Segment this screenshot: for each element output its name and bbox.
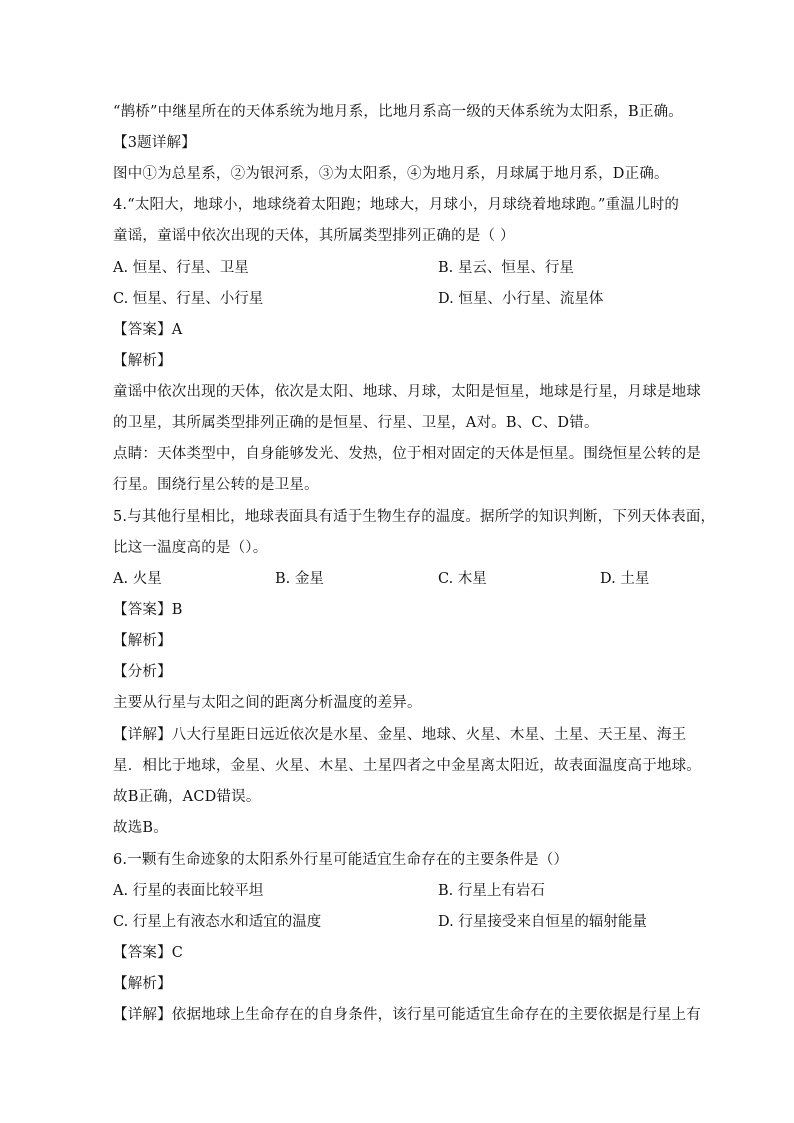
analysis-label: 【解析】 (113, 976, 172, 992)
text-line: 【详解】依据地球上生命存在的自身条件，该行星可能适宜生命存在的主要依据是行星上有 (113, 1007, 701, 1023)
q4-option-a: A. 恒星、行星、卫星 (113, 260, 249, 276)
text-line: 童谣中依次出现的天体，依次是太阳、地球、月球，太阳是恒星，地球是行星，月球是地球 (113, 384, 701, 400)
text-line: 图中①为总星系，②为银河系，③为太阳系，④为地月系，月球属于地月系，D正确。 (113, 166, 669, 182)
q5-option-b: B. 金星 (275, 571, 324, 587)
q5-option-a: A. 火星 (113, 571, 162, 587)
q4-option-c: C. 恒星、行星、小行星 (113, 291, 264, 307)
analysis-label: 【解析】 (113, 353, 172, 369)
text-line: 点睛：天体类型中，自身能够发光、发热，位于相对固定的天体是恒星。围绕恒星公转的是 (113, 446, 701, 462)
analysis-label: 【解析】 (113, 633, 172, 649)
answer-label: 【答案】B (113, 602, 183, 618)
text-line: 故选B。 (113, 820, 168, 836)
answer-label: 【答案】C (113, 945, 184, 961)
answer-label: 【答案】A (113, 322, 183, 338)
question-4-stem: 童谣，童谣中依次出现的天体，其所属类型排列正确的是（ ） (113, 228, 515, 244)
text-line: “鹊桥”中继星所在的天体系统为地月系，比地月系高一级的天体系统为太阳系，B正确。 (113, 104, 683, 120)
q5-option-d: D. 土星 (600, 571, 650, 587)
text-line: 的卫星，其所属类型排列正确的是恒星、行星、卫星，A对。B、C、D错。 (113, 415, 599, 431)
text-line: 星．相比于地球，金星、火星、木星、土星四者之中金星离太阳近，故表面温度高于地球。 (113, 758, 701, 774)
question-4-stem: 4.“太阳大，地球小，地球绕着太阳跑；地球大，月球小，月球绕着地球跑。”重温儿时的 (113, 197, 680, 213)
text-line: 行星。围绕行星公转的是卫星。 (113, 477, 319, 493)
q6-option-a: A. 行星的表面比较平坦 (113, 883, 264, 899)
question-5-stem: 比这一温度高的是（）。 (113, 540, 268, 556)
text-line: 故B正确，ACD错误。 (113, 789, 261, 805)
text-line: 【详解】八大行星距日远近依次是水星、金星、地球、火星、木星、土星、天王星、海王 (113, 727, 687, 743)
analysis-sub-label: 【分析】 (113, 664, 172, 680)
q4-option-d: D. 恒星、小行星、流星体 (438, 291, 604, 307)
question-6-stem: 6.一颗有生命迹象的太阳系外行星可能适宜生命存在的主要条件是（） (113, 852, 569, 868)
q4-option-b: B. 星云、恒星、行星 (438, 260, 574, 276)
question-5-stem: 5.与其他行星相比，地球表面具有适于生物生存的温度。据所学的知识判断，下列天体表面， (113, 509, 716, 525)
section-heading: 【3题详解】 (113, 135, 196, 151)
q6-option-c: C. 行星上有液态水和适宜的温度 (113, 914, 322, 930)
text-line: 主要从行星与太阳之间的距离分析温度的差异。 (113, 695, 422, 711)
q6-option-d: D. 行星接受来自恒星的辐射能量 (438, 914, 647, 930)
q6-option-b: B. 行星上有岩石 (438, 883, 545, 899)
q5-option-c: C. 木星 (438, 571, 487, 587)
